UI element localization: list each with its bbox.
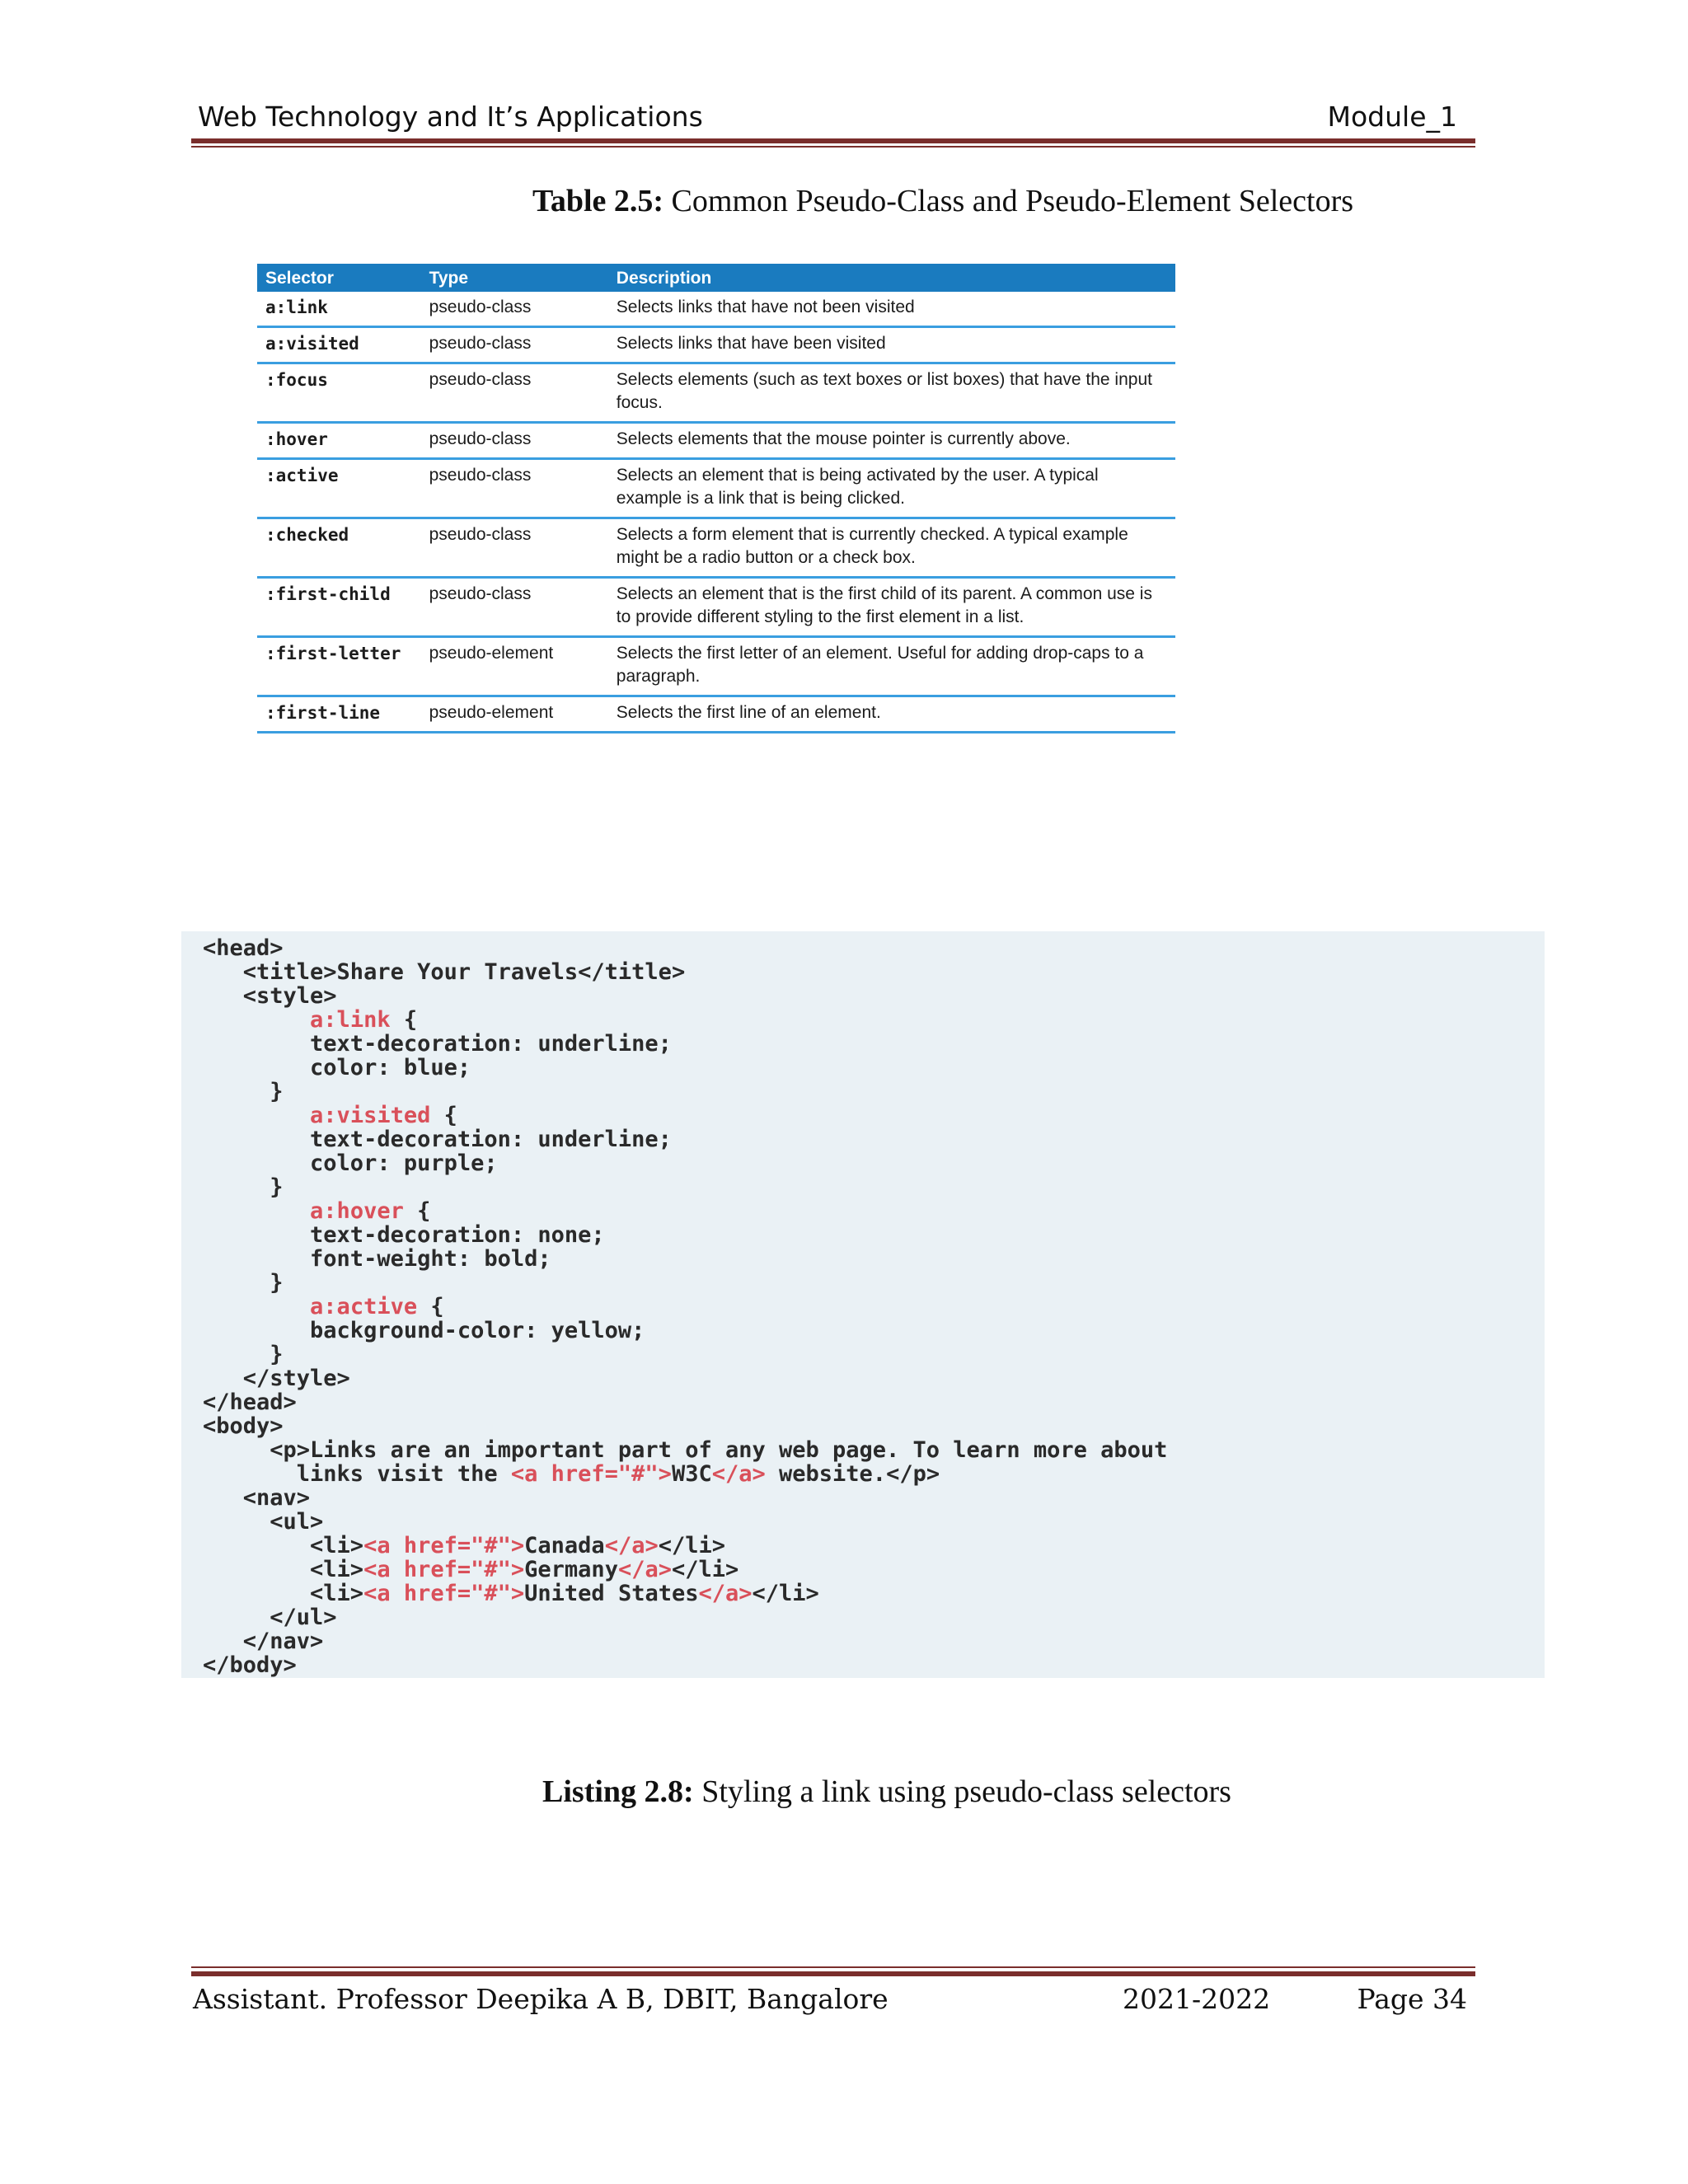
code-token: </head> xyxy=(203,1390,297,1415)
cell-description: Selects the first line of an element. xyxy=(608,696,1175,733)
code-token-highlight: </a> xyxy=(604,1533,659,1558)
code-token: color: purple; xyxy=(203,1151,498,1176)
code-line xyxy=(203,960,1545,984)
code-line xyxy=(203,1104,1545,1127)
code-token-highlight: </a> xyxy=(711,1461,766,1487)
table-header-row xyxy=(257,264,1175,292)
cell-description: Selects an element that is being activated by the user. A typical example is a link that is being clicked. xyxy=(608,459,1175,518)
footer-year: 2021-2022 xyxy=(1123,1983,1271,2015)
cell-type: pseudo-element xyxy=(421,637,608,696)
listing-caption-text: Styling a link using pseudo-class selectors xyxy=(693,1774,1231,1809)
selectors-table xyxy=(257,264,1175,733)
code-token-highlight: <a href="#"> xyxy=(510,1461,672,1487)
code-token: } xyxy=(203,1079,284,1104)
cell-selector: :first-child xyxy=(257,578,421,637)
code-token xyxy=(203,1007,310,1033)
code-token: text-decoration: underline; xyxy=(203,1031,672,1057)
code-token: font-weight: bold; xyxy=(203,1246,551,1272)
code-token: } xyxy=(203,1270,284,1296)
code-token: </li> xyxy=(658,1533,726,1558)
code-token: </li> xyxy=(671,1557,739,1582)
column-header-selector: Selector xyxy=(257,264,421,292)
code-token: { xyxy=(417,1294,444,1319)
listing-caption xyxy=(43,1774,1688,1810)
code-token: <li> xyxy=(203,1533,364,1558)
page-footer xyxy=(191,1980,1475,2021)
code-token: background-color: yellow; xyxy=(203,1318,645,1343)
code-line xyxy=(203,1056,1545,1080)
cell-selector: :focus xyxy=(257,363,421,423)
code-token: <nav> xyxy=(203,1485,311,1511)
table-caption xyxy=(99,183,1688,219)
header-rule-thick xyxy=(191,138,1475,143)
table-row xyxy=(257,292,1175,327)
code-token: } xyxy=(203,1342,284,1367)
cell-description: Selects a form element that is currently checked. A typical example might be a radio button or a check box. xyxy=(608,518,1175,578)
code-token: <style> xyxy=(203,983,337,1009)
code-token-highlight: a:active xyxy=(310,1294,418,1319)
code-token: Canada xyxy=(524,1533,605,1558)
cell-description: Selects links that have not been visited xyxy=(608,292,1175,327)
code-line xyxy=(203,1319,1545,1343)
code-token-highlight: </a> xyxy=(698,1581,753,1606)
code-line xyxy=(203,1462,1545,1486)
listing-caption-label: Listing 2.8: xyxy=(542,1774,694,1809)
table-body xyxy=(257,292,1175,733)
code-token: website.</p> xyxy=(765,1461,940,1487)
code-block xyxy=(181,931,1545,1677)
cell-type: pseudo-class xyxy=(421,363,608,423)
code-token: <body> xyxy=(203,1413,284,1439)
cell-type: pseudo-class xyxy=(421,459,608,518)
cell-description: Selects the first letter of an element. Useful for adding drop-caps to a paragraph. xyxy=(608,637,1175,696)
cell-selector: :hover xyxy=(257,423,421,459)
column-header-description: Description xyxy=(608,264,1175,292)
page-header xyxy=(191,97,1475,138)
code-line xyxy=(203,1008,1545,1032)
code-line xyxy=(203,1223,1545,1247)
code-line xyxy=(203,1534,1545,1558)
code-line xyxy=(203,1366,1545,1390)
code-token: { xyxy=(430,1103,457,1128)
code-token: <p>Links are an important part of any web page. To learn more about xyxy=(203,1437,1168,1463)
code-line xyxy=(203,1510,1545,1534)
table-row xyxy=(257,363,1175,423)
cell-type: pseudo-class xyxy=(421,578,608,637)
code-token-highlight: <a href="#"> xyxy=(363,1533,525,1558)
code-line xyxy=(203,984,1545,1008)
code-token xyxy=(203,1198,310,1224)
cell-selector: a:link xyxy=(257,292,421,327)
code-token: <li> xyxy=(203,1557,364,1582)
header-rule-thin xyxy=(191,146,1475,148)
code-token: </ul> xyxy=(203,1605,337,1630)
footer-rule-thick xyxy=(191,1971,1475,1976)
table-caption-label: Table 2.5: xyxy=(532,184,664,218)
cell-description: Selects elements (such as text boxes or list boxes) that have the input focus. xyxy=(608,363,1175,423)
code-token xyxy=(203,1294,310,1319)
code-line xyxy=(203,1629,1545,1653)
cell-selector: :first-line xyxy=(257,696,421,733)
cell-selector: a:visited xyxy=(257,327,421,363)
footer-author: Assistant. Professor Deepika A B, DBIT, Bangalore xyxy=(193,1983,889,2015)
code-token: United States xyxy=(524,1581,699,1606)
cell-selector: :first-letter xyxy=(257,637,421,696)
cell-description: Selects elements that the mouse pointer is currently above. xyxy=(608,423,1175,459)
code-token: </li> xyxy=(752,1581,819,1606)
code-token-highlight: <a href="#"> xyxy=(363,1581,525,1606)
code-line xyxy=(203,1247,1545,1271)
code-token: } xyxy=(203,1174,284,1200)
table-row xyxy=(257,459,1175,518)
cell-description: Selects links that have been visited xyxy=(608,327,1175,363)
code-line xyxy=(203,1199,1545,1223)
code-token: color: blue; xyxy=(203,1055,471,1080)
code-line xyxy=(203,1080,1545,1104)
code-line xyxy=(203,1653,1545,1677)
code-line xyxy=(203,1390,1545,1414)
code-line xyxy=(203,1558,1545,1582)
footer-rule-thin xyxy=(191,1966,1475,1968)
table-row xyxy=(257,578,1175,637)
code-token: <head> xyxy=(203,935,284,961)
code-token xyxy=(203,1103,310,1128)
code-token: { xyxy=(403,1198,431,1224)
code-line xyxy=(203,1127,1545,1151)
cell-selector: :checked xyxy=(257,518,421,578)
code-line xyxy=(203,1438,1545,1462)
code-token: </style> xyxy=(203,1366,350,1391)
cell-type: pseudo-class xyxy=(421,292,608,327)
code-line xyxy=(203,1032,1545,1056)
code-line xyxy=(203,1486,1545,1510)
code-token-highlight: </a> xyxy=(617,1557,672,1582)
table-row xyxy=(257,327,1175,363)
footer-page-number: Page 34 xyxy=(1357,1983,1467,2015)
code-line xyxy=(203,1414,1545,1438)
code-token: { xyxy=(390,1007,418,1033)
cell-selector: :active xyxy=(257,459,421,518)
cell-description: Selects an element that is the first child of its parent. A common use is to provide different styling to the first element in a list. xyxy=(608,578,1175,637)
cell-type: pseudo-class xyxy=(421,327,608,363)
code-token: <ul> xyxy=(203,1509,324,1535)
code-token-highlight: a:visited xyxy=(310,1103,431,1128)
code-line xyxy=(203,936,1545,960)
table-row xyxy=(257,696,1175,733)
column-header-type: Type xyxy=(421,264,608,292)
code-token-highlight: a:link xyxy=(310,1007,391,1033)
code-line xyxy=(203,1151,1545,1175)
cell-type: pseudo-element xyxy=(421,696,608,733)
code-token: </nav> xyxy=(203,1629,324,1654)
code-token: links visit the xyxy=(203,1461,511,1487)
table-caption-text: Common Pseudo-Class and Pseudo-Element Selectors xyxy=(663,184,1354,218)
code-line xyxy=(203,1343,1545,1366)
code-line xyxy=(203,1271,1545,1295)
code-token: Germany xyxy=(524,1557,618,1582)
cell-type: pseudo-class xyxy=(421,518,608,578)
code-token-highlight: <a href="#"> xyxy=(363,1557,525,1582)
code-line xyxy=(203,1175,1545,1199)
code-line xyxy=(203,1605,1545,1629)
code-line xyxy=(203,1582,1545,1605)
table-row xyxy=(257,423,1175,459)
cell-type: pseudo-class xyxy=(421,423,608,459)
code-token-highlight: a:hover xyxy=(310,1198,404,1224)
code-token: <title>Share Your Travels</title> xyxy=(203,959,686,985)
code-line xyxy=(203,1295,1545,1319)
table-row xyxy=(257,637,1175,696)
table-row xyxy=(257,518,1175,578)
code-token: W3C xyxy=(671,1461,712,1487)
header-course-title: Web Technology and It’s Applications xyxy=(198,101,703,133)
code-token: </body> xyxy=(203,1652,297,1678)
code-token: <li> xyxy=(203,1581,364,1606)
code-token: text-decoration: underline; xyxy=(203,1127,672,1152)
code-token: text-decoration: none; xyxy=(203,1222,605,1248)
header-module: Module_1 xyxy=(1327,101,1457,133)
code-listing xyxy=(181,931,1545,1678)
